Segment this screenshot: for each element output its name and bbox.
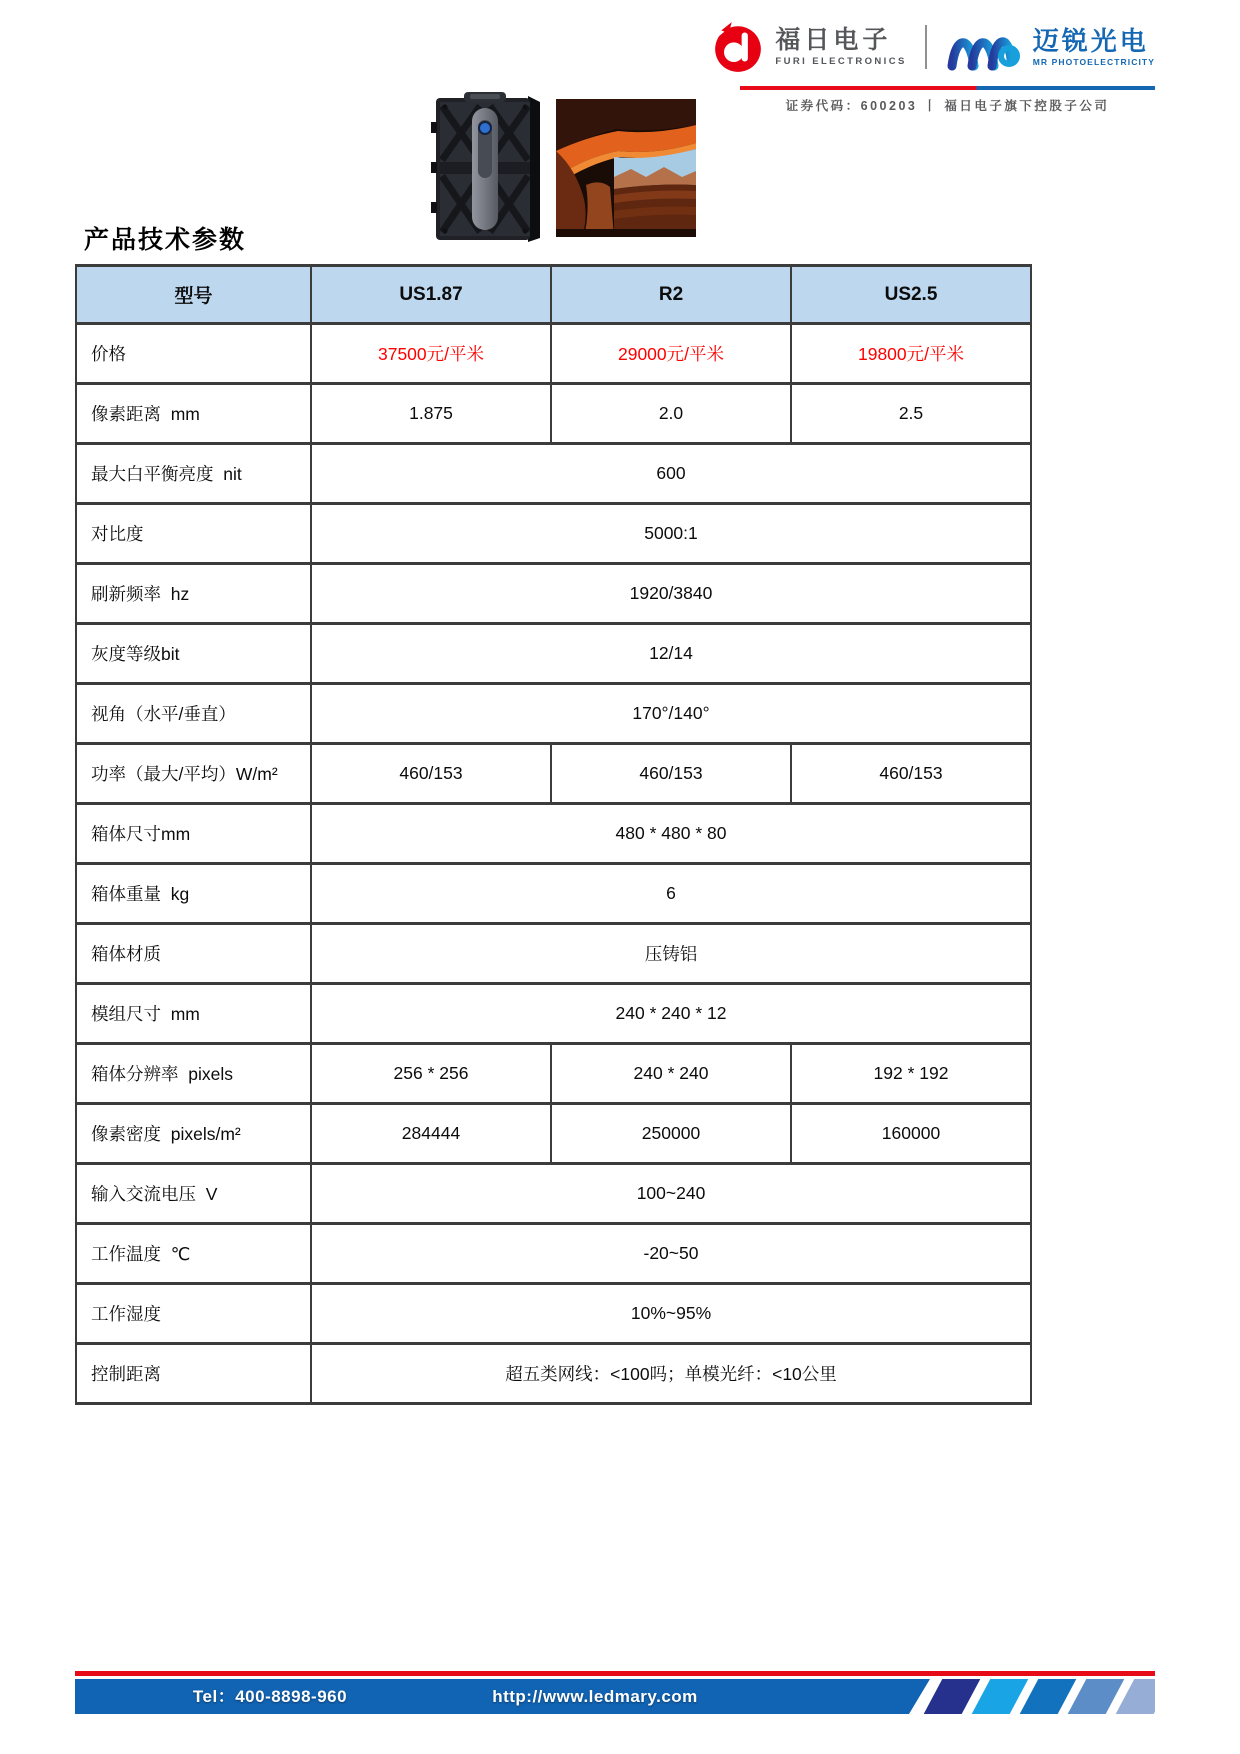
footer-stripe (1116, 1679, 1155, 1714)
spec-value-cell: -20~50 (311, 1224, 1031, 1284)
spec-label-cell: 箱体重量 kg (76, 864, 311, 924)
spec-label-cell: 视角（水平/垂直） (76, 684, 311, 744)
footer-telephone: Tel：400-8898-960 (192, 1687, 348, 1706)
spec-label-cell: 对比度 (76, 504, 311, 564)
footer-stripe (1020, 1679, 1077, 1714)
table-row (76, 1164, 1031, 1224)
footer-stripe (972, 1679, 1029, 1714)
spec-label-cell: 输入交流电压 V (76, 1164, 311, 1224)
furi-logo-icon (711, 20, 765, 74)
spec-value-cell: 10%~95% (311, 1284, 1031, 1344)
col-header-model-label: 型号 (76, 266, 311, 324)
table-row (76, 1044, 1031, 1104)
table-row (76, 1104, 1031, 1164)
table-header-row (76, 266, 1031, 324)
spec-value-cell: 6 (311, 864, 1031, 924)
spec-label-cell: 灰度等级bit (76, 624, 311, 684)
col-header-model-us25: US2.5 (791, 266, 1031, 324)
spec-label-cell: 价格 (76, 324, 311, 384)
spec-value-cell: 460/153 (311, 744, 551, 804)
table-row (76, 684, 1031, 744)
table-row (76, 384, 1031, 444)
spec-label-cell: 工作湿度 (76, 1284, 311, 1344)
led-screen-canyon-image (556, 99, 696, 237)
spec-value-cell: 250000 (551, 1104, 791, 1164)
spec-table-wrap (75, 264, 1030, 1405)
spec-value-cell: 480 * 480 * 80 (311, 804, 1031, 864)
furi-name-cn: 福日电子 (775, 25, 892, 54)
table-row (76, 1224, 1031, 1284)
spec-value-cell: 超五类网线：<100吗；单模光纤：<10公里 (311, 1344, 1031, 1404)
spec-value-cell: 5000:1 (311, 504, 1031, 564)
spec-label-cell: 工作温度 ℃ (76, 1224, 311, 1284)
spec-table (75, 264, 1032, 1405)
spec-value-cell: 192 * 192 (791, 1044, 1031, 1104)
footer-stripe (1068, 1679, 1125, 1714)
spec-value-cell: 37500元/平米 (311, 324, 551, 384)
spec-value-cell: 1.875 (311, 384, 551, 444)
spec-value-cell: 160000 (791, 1104, 1031, 1164)
footer-stripe (924, 1679, 981, 1714)
table-row (76, 984, 1031, 1044)
table-row (76, 1344, 1031, 1404)
spec-value-cell: 100~240 (311, 1164, 1031, 1224)
table-row (76, 864, 1031, 924)
brand-underline (740, 86, 1155, 90)
footer (75, 1671, 1155, 1714)
mr-name-cn: 迈锐光电 (1032, 25, 1149, 56)
spec-value-cell: 2.0 (551, 384, 791, 444)
col-header-model-r2: R2 (551, 266, 791, 324)
mr-wordmark (1032, 25, 1155, 67)
spec-label-cell: 控制距离 (76, 1344, 311, 1404)
spec-label-cell: 箱体材质 (76, 924, 311, 984)
table-row (76, 744, 1031, 804)
led-cabinet-rear-image (428, 92, 548, 244)
spec-label-cell: 最大白平衡亮度 nit (76, 444, 311, 504)
spec-value-cell: 256 * 256 (311, 1044, 551, 1104)
col-header-model-us187: US1.87 (311, 266, 551, 324)
footer-bar-row (75, 1679, 1155, 1714)
table-row (76, 504, 1031, 564)
spec-value-cell: 压铸铝 (311, 924, 1031, 984)
spec-label-cell: 箱体分辨率 pixels (76, 1044, 311, 1104)
footer-website-link[interactable]: http://www.ledmary.com (492, 1687, 698, 1706)
spec-value-cell: 19800元/平米 (791, 324, 1031, 384)
spec-label-cell: 刷新频率 hz (76, 564, 311, 624)
table-row (76, 804, 1031, 864)
spec-value-cell: 600 (311, 444, 1031, 504)
spec-label-cell: 像素距离 mm (76, 384, 311, 444)
spec-value-cell: 460/153 (791, 744, 1031, 804)
spec-label-cell: 箱体尺寸mm (76, 804, 311, 864)
brand-divider (925, 25, 927, 69)
table-row (76, 1284, 1031, 1344)
page-title: 产品技术参数 (84, 226, 247, 254)
table-row (76, 324, 1031, 384)
brand-header (711, 20, 1155, 74)
mr-name-en: MR PHOTOELECTRICITY (1032, 56, 1155, 67)
spec-value-cell: 284444 (311, 1104, 551, 1164)
table-row (76, 564, 1031, 624)
furi-wordmark (775, 25, 907, 67)
spec-value-cell: 240 * 240 * 12 (311, 984, 1031, 1044)
table-row (76, 444, 1031, 504)
spec-value-cell: 29000元/平米 (551, 324, 791, 384)
footer-red-line (75, 1671, 1155, 1676)
spec-value-cell: 240 * 240 (551, 1044, 791, 1104)
spec-value-cell: 12/14 (311, 624, 1031, 684)
spec-label-cell: 模组尺寸 mm (76, 984, 311, 1044)
spec-label-cell: 像素密度 pixels/m² (76, 1104, 311, 1164)
table-row (76, 924, 1031, 984)
spec-value-cell: 1920/3840 (311, 564, 1031, 624)
spec-value-cell: 170°/140° (311, 684, 1031, 744)
furi-name-en: FURI ELECTRONICS (775, 55, 907, 67)
brand-caption: 证券代码：600203 丨 福日电子旗下控股子公司 (785, 99, 1110, 113)
table-row (76, 624, 1031, 684)
spec-label-cell: 功率（最大/平均）W/m² (76, 744, 311, 804)
spec-value-cell: 460/153 (551, 744, 791, 804)
mr-logo-icon (945, 23, 1023, 71)
spec-value-cell: 2.5 (791, 384, 1031, 444)
